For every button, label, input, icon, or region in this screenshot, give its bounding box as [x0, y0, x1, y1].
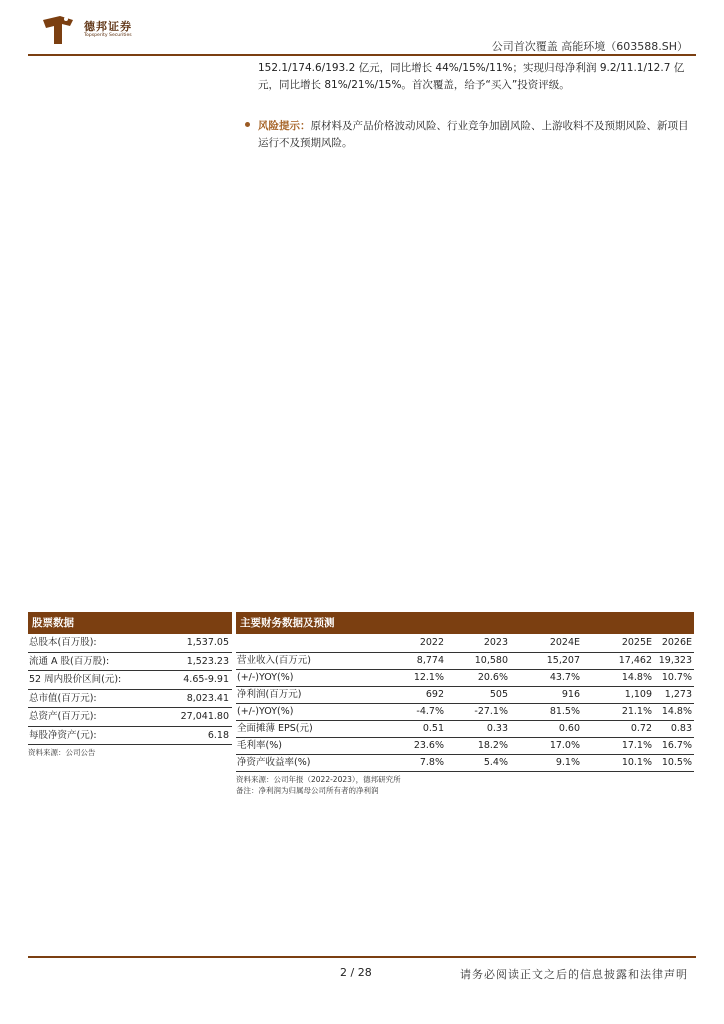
year-header: 2025E	[621, 637, 652, 648]
row-value: 8,774	[416, 655, 444, 666]
fin-table-source: 资料来源：公司年报（2022-2023），德邦研究所	[236, 775, 401, 784]
table-row	[236, 721, 694, 738]
risk-paragraph	[258, 118, 692, 152]
table-row	[236, 687, 694, 704]
row-value: 15,207	[546, 655, 580, 666]
row-value: 0.33	[486, 723, 508, 734]
row-value: 10.1%	[621, 757, 652, 768]
row-label: 净利润(百万元)	[237, 689, 302, 700]
stock-data-table	[28, 612, 232, 758]
table-row	[28, 708, 232, 727]
brand-logo-icon	[40, 14, 76, 46]
fin-table-note: 备注：净利润为归属母公司所有者的净利润	[236, 786, 379, 795]
row-value: 14.8%	[661, 706, 692, 717]
row-value: 1,523.23	[186, 655, 229, 667]
row-label: 营业收入(百万元)	[237, 655, 311, 666]
row-label: 全面摊薄 EPS(元)	[237, 723, 313, 734]
row-value: 9.1%	[555, 757, 580, 768]
table-row	[28, 653, 232, 672]
brand-name-en: Topsperity Securities	[84, 33, 132, 38]
fin-table-body	[236, 653, 694, 772]
row-value: 21.1%	[621, 706, 652, 717]
row-value: 1,537.05	[186, 637, 229, 648]
year-header: 2026E	[661, 637, 692, 648]
row-value: 10,580	[474, 655, 508, 666]
row-value: 23.6%	[413, 740, 444, 751]
row-label: (+/-)YOY(%)	[237, 706, 294, 717]
risk-text: 原材料及产品价格波动风险、行业竞争加剧风险、上游收料不及预期风险、新项目运行不及预期风险。	[258, 120, 689, 149]
row-value: 17.0%	[549, 740, 580, 751]
row-value: 18.2%	[477, 740, 508, 751]
table-row	[236, 653, 694, 670]
row-value: 17.1%	[621, 740, 652, 751]
row-value: 8,023.41	[186, 692, 229, 704]
risk-title: 风险提示：	[258, 120, 311, 132]
table-row	[236, 670, 694, 687]
row-value: 27,041.80	[180, 711, 229, 722]
row-value: 1,109	[624, 689, 652, 700]
summary-paragraph: 152.1/174.6/193.2 亿元，同比增长 44%/15%/11%；实现归母净利润 9.2/11.1/12.7 亿元，同比增长 81%/21%/15%。首次覆盖，给予“买入”投资评级。	[258, 62, 685, 91]
row-label: 52 周内股价区间(元):	[29, 674, 122, 685]
row-value: 0.72	[630, 723, 652, 734]
row-label: (+/-)YOY(%)	[237, 672, 294, 683]
row-label: 每股净资产(元):	[29, 729, 97, 741]
stock-table-title: 股票数据	[28, 612, 232, 634]
bullet-icon	[245, 122, 250, 127]
footer-divider	[28, 956, 696, 958]
row-value: 5.4%	[483, 757, 508, 768]
row-label: 毛利率(%)	[237, 740, 282, 751]
row-value: 916	[561, 689, 580, 700]
table-row	[236, 738, 694, 755]
page-number: 2 / 28	[340, 966, 372, 979]
row-value: 14.8%	[621, 672, 652, 683]
row-label: 净资产收益率(%)	[237, 757, 311, 768]
year-header: 2023	[483, 637, 508, 648]
row-value: 505	[489, 689, 508, 700]
financial-forecast-table	[236, 612, 694, 796]
year-header: 2022	[419, 637, 444, 648]
row-label: 总资产(百万元):	[29, 711, 97, 722]
header-divider	[28, 54, 696, 56]
year-header-row	[236, 634, 694, 653]
row-value: 0.60	[558, 723, 580, 734]
row-value: 20.6%	[477, 672, 508, 683]
table-row	[28, 690, 232, 709]
fin-table-title: 主要财务数据及预测	[236, 612, 694, 634]
stock-table-source: 资料来源：公司公告	[28, 748, 96, 757]
row-value: 10.5%	[661, 757, 692, 768]
table-row	[28, 671, 232, 690]
row-value: 1,273	[664, 689, 692, 700]
table-row	[28, 727, 232, 746]
row-value: 10.7%	[661, 672, 692, 683]
row-value: 692	[425, 689, 444, 700]
row-value: 19,323	[658, 655, 692, 666]
table-row	[236, 704, 694, 721]
row-value: 81.5%	[549, 706, 580, 717]
row-value: -27.1%	[474, 706, 508, 717]
row-value: 0.51	[422, 723, 444, 734]
row-value: -4.7%	[416, 706, 444, 717]
row-label: 总股本(百万股):	[29, 637, 97, 648]
report-header-info: 公司首次覆盖 高能环境（603588.SH）	[491, 40, 688, 53]
row-value: 12.1%	[413, 672, 444, 683]
row-label: 总市值(百万元):	[29, 692, 97, 704]
table-row	[236, 755, 694, 772]
row-value: 43.7%	[549, 672, 580, 683]
row-value: 7.8%	[419, 757, 444, 768]
legal-disclaimer: 请务必阅读正文之后的信息披露和法律声明	[460, 968, 688, 981]
row-value: 4.65-9.91	[183, 674, 229, 685]
year-header: 2024E	[549, 637, 580, 648]
brand-name: 德邦证券	[84, 20, 132, 33]
table-row	[28, 634, 232, 653]
row-value: 16.7%	[661, 740, 692, 751]
row-value: 6.18	[207, 729, 229, 741]
row-value: 17,462	[618, 655, 652, 666]
row-value: 0.83	[670, 723, 692, 734]
row-label: 流通 A 股(百万股):	[29, 655, 110, 667]
